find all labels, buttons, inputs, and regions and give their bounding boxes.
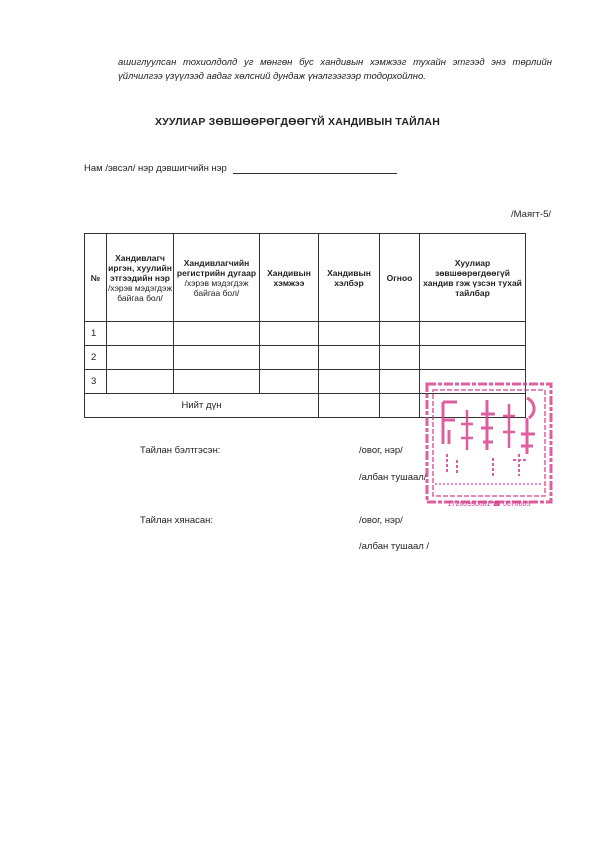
total-label: Нийт дүн	[85, 394, 319, 418]
stamp-number: 17260990081 ☎ 0070605	[447, 501, 531, 508]
appendix-label: /Маягт-5/	[511, 209, 551, 220]
donor-header-note: /хэрэв мэдэгдэж байгаа бол/	[107, 282, 173, 303]
intro-paragraph: ашиглуулсан тохиолдолд уг мөнгөн бус хандивын хэмжээг тухайн этгээд энэ төрлийн үйлчилгээ үзүүлээд авдаг хөлсний дундаж үнэлгээгээр тодорхойлно.	[118, 57, 552, 82]
donor-header-bold: Хандивлагч иргэн, хуулийн этгээдийн нэр	[108, 252, 172, 283]
row-number: 1	[85, 322, 107, 346]
prepared-label: Тайлан бэлтгэсэн:	[140, 445, 221, 456]
report-title: ХУУЛИАР ЗӨВШӨӨРӨГДӨӨГҮЙ ХАНДИВЫН ТАЙЛАН	[154, 116, 440, 128]
col-number-header: №	[85, 234, 107, 322]
col-form-header: Хандивын хэлбэр	[319, 234, 380, 322]
col-donor-header	[107, 234, 174, 322]
reviewed-name-label: /овог, нэр/	[359, 515, 403, 526]
table-row	[85, 346, 526, 370]
prepared-name-label: /овог, нэр/	[359, 445, 403, 456]
col-date-header: Огноо	[380, 234, 420, 322]
col-explanation-header: Хуулиар зөвшөөрөгдөөгүй хандив гэж үзсэн тухай тайлбар	[420, 234, 526, 322]
table-row	[85, 322, 526, 346]
party-name-line	[233, 163, 397, 174]
party-name-label: Нам /эвсэл/ нэр дэвшигчийн нэр	[84, 163, 227, 174]
registry-header-note: /хэрэв мэдэгдэж байгаа бол/	[184, 277, 249, 298]
prepared-position-label: /албан тушаал/	[359, 472, 427, 483]
table-header-row	[85, 234, 526, 322]
col-amount-header: Хандивын хэмжээ	[260, 234, 319, 322]
col-registry-header	[174, 234, 260, 322]
reviewed-position-label: /албан тушаал /	[359, 541, 430, 552]
row-number: 3	[85, 370, 107, 394]
reviewed-label: Тайлан хянасан:	[140, 515, 214, 526]
registry-header-bold: Хандивлагчийн регистрийн дугаар	[176, 257, 257, 278]
party-name-field	[84, 163, 397, 174]
official-seal-stamp-icon	[423, 380, 555, 510]
row-number: 2	[85, 346, 107, 370]
